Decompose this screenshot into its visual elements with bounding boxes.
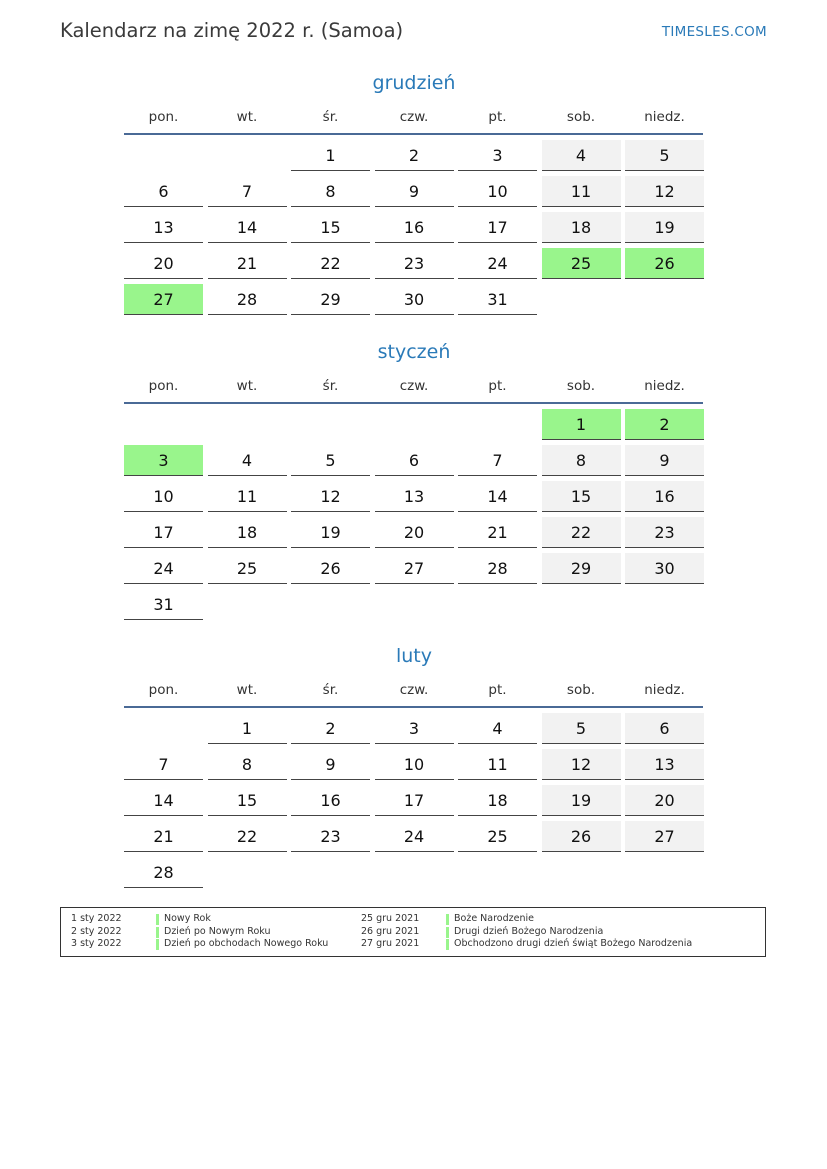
day-cell: 18 <box>542 212 621 243</box>
day-cell: 13 <box>375 481 454 512</box>
day-cell: 14 <box>458 481 537 512</box>
weekday-label: wt. <box>236 378 258 394</box>
day-cell: 29 <box>542 553 621 584</box>
day-cell: 27 <box>124 284 203 315</box>
day-cell: 15 <box>291 212 370 243</box>
empty-cell <box>625 589 704 620</box>
weekday-label: czw. <box>399 378 429 394</box>
month-3 <box>124 643 704 893</box>
day-cell: 17 <box>458 212 537 243</box>
day-cell: 15 <box>542 481 621 512</box>
day-cell: 7 <box>124 749 203 780</box>
week-row <box>124 785 704 817</box>
day-cell: 18 <box>208 517 287 548</box>
holiday-marker-icon <box>156 939 159 950</box>
legend-row <box>71 913 361 926</box>
empty-cell <box>458 857 537 888</box>
empty-cell <box>542 284 621 315</box>
holiday-marker-icon <box>446 914 449 925</box>
day-cell: 3 <box>458 140 537 171</box>
empty-cell <box>124 409 203 440</box>
day-cell: 24 <box>124 553 203 584</box>
weekday-label: sob. <box>566 109 596 125</box>
weekday-label: sob. <box>566 378 596 394</box>
empty-cell <box>124 713 203 744</box>
day-cell: 1 <box>542 409 621 440</box>
header-divider <box>124 133 703 135</box>
empty-cell <box>542 857 621 888</box>
legend-holiday-name: Nowy Rok <box>164 913 211 924</box>
week-row <box>124 481 704 513</box>
day-cell: 18 <box>458 785 537 816</box>
header-divider <box>124 402 703 404</box>
empty-cell <box>208 589 287 620</box>
brand-link[interactable]: TIMESLES.COM <box>661 24 767 40</box>
day-cell: 25 <box>542 248 621 279</box>
holiday-marker-icon <box>446 927 449 938</box>
weekday-label: pon. <box>148 109 179 125</box>
day-cell: 21 <box>124 821 203 852</box>
weekday-label: pt. <box>488 682 507 698</box>
day-cell: 12 <box>625 176 704 207</box>
legend-date: 3 sty 2022 <box>71 938 122 949</box>
weekday-header <box>124 104 704 130</box>
day-cell: 22 <box>291 248 370 279</box>
legend-date: 2 sty 2022 <box>71 925 122 937</box>
day-cell: 25 <box>208 553 287 584</box>
day-cell: 9 <box>291 749 370 780</box>
legend-column-right <box>361 913 761 951</box>
week-row <box>124 749 704 781</box>
day-cell: 6 <box>625 713 704 744</box>
day-cell: 17 <box>124 517 203 548</box>
day-cell: 19 <box>291 517 370 548</box>
legend-date: 25 gru 2021 <box>361 913 420 924</box>
day-cell: 6 <box>124 176 203 207</box>
legend-row <box>361 926 761 939</box>
empty-cell <box>625 284 704 315</box>
day-cell: 27 <box>625 821 704 852</box>
day-cell: 12 <box>542 749 621 780</box>
day-cell: 28 <box>208 284 287 315</box>
legend-holiday-name: Obchodzono drugi dzień świąt Bożego Narodzenia <box>454 938 693 949</box>
page-title: Kalendarz na zimę 2022 r. (Samoa) <box>60 19 404 42</box>
legend-holiday-name: Dzień po obchodach Nowego Roku <box>164 938 329 949</box>
week-row <box>124 176 704 208</box>
day-cell: 11 <box>208 481 287 512</box>
empty-cell <box>542 589 621 620</box>
empty-cell <box>375 857 454 888</box>
day-cell: 20 <box>375 517 454 548</box>
day-cell: 7 <box>458 445 537 476</box>
holiday-marker-icon <box>446 939 449 950</box>
empty-cell <box>625 857 704 888</box>
day-cell: 14 <box>124 785 203 816</box>
empty-cell <box>124 140 203 171</box>
day-cell: 14 <box>208 212 287 243</box>
holiday-marker-icon <box>156 914 159 925</box>
day-cell: 5 <box>542 713 621 744</box>
day-cell: 19 <box>542 785 621 816</box>
day-cell: 2 <box>291 713 370 744</box>
empty-cell <box>458 409 537 440</box>
day-cell: 31 <box>458 284 537 315</box>
day-cell: 21 <box>458 517 537 548</box>
week-row <box>124 553 704 585</box>
day-cell: 16 <box>291 785 370 816</box>
day-cell: 30 <box>625 553 704 584</box>
day-cell: 7 <box>208 176 287 207</box>
day-cell: 3 <box>124 445 203 476</box>
header-divider <box>124 706 703 708</box>
week-row <box>124 248 704 280</box>
day-cell: 8 <box>291 176 370 207</box>
day-cell: 13 <box>625 749 704 780</box>
legend-date: 27 gru 2021 <box>361 938 420 949</box>
day-cell: 19 <box>625 212 704 243</box>
weekday-label: niedz. <box>644 109 685 125</box>
day-cell: 4 <box>458 713 537 744</box>
day-cell: 24 <box>458 248 537 279</box>
day-cell: 20 <box>625 785 704 816</box>
week-row <box>124 713 704 745</box>
day-cell: 23 <box>291 821 370 852</box>
day-cell: 26 <box>542 821 621 852</box>
day-cell: 11 <box>542 176 621 207</box>
day-cell: 12 <box>291 481 370 512</box>
month-title: luty <box>395 645 432 667</box>
legend-holiday-name: Drugi dzień Bożego Narodzenia <box>454 925 604 937</box>
day-cell: 16 <box>625 481 704 512</box>
weekday-label: czw. <box>399 682 429 698</box>
day-cell: 20 <box>124 248 203 279</box>
day-cell: 25 <box>458 821 537 852</box>
day-cell: 3 <box>375 713 454 744</box>
day-cell: 28 <box>124 857 203 888</box>
day-cell: 31 <box>124 589 203 620</box>
day-cell: 27 <box>375 553 454 584</box>
day-cell: 10 <box>375 749 454 780</box>
day-cell: 6 <box>375 445 454 476</box>
empty-cell <box>291 589 370 620</box>
empty-cell <box>375 589 454 620</box>
weekday-header <box>124 373 704 399</box>
day-cell: 29 <box>291 284 370 315</box>
day-cell: 23 <box>625 517 704 548</box>
weekday-label: pt. <box>488 378 507 394</box>
legend-date: 1 sty 2022 <box>71 913 122 924</box>
day-cell: 22 <box>208 821 287 852</box>
day-cell: 28 <box>458 553 537 584</box>
week-row <box>124 857 704 889</box>
weekday-label: wt. <box>236 682 258 698</box>
month-title: grudzień <box>372 72 456 94</box>
day-cell: 30 <box>375 284 454 315</box>
day-cell: 17 <box>375 785 454 816</box>
empty-cell <box>208 140 287 171</box>
day-cell: 13 <box>124 212 203 243</box>
weekday-label: czw. <box>399 109 429 125</box>
legend-date: 26 gru 2021 <box>361 925 420 937</box>
week-row <box>124 821 704 853</box>
legend-row <box>361 938 761 951</box>
empty-cell <box>458 589 537 620</box>
empty-cell <box>375 409 454 440</box>
day-cell: 1 <box>208 713 287 744</box>
legend-row <box>361 913 761 926</box>
week-row <box>124 140 704 172</box>
weekday-label: śr. <box>322 109 339 125</box>
day-cell: 11 <box>458 749 537 780</box>
empty-cell <box>208 409 287 440</box>
day-cell: 16 <box>375 212 454 243</box>
day-cell: 1 <box>291 140 370 171</box>
day-cell: 24 <box>375 821 454 852</box>
day-cell: 9 <box>625 445 704 476</box>
empty-cell <box>208 857 287 888</box>
weekday-label: śr. <box>322 682 339 698</box>
day-cell: 2 <box>625 409 704 440</box>
day-cell: 8 <box>542 445 621 476</box>
day-cell: 4 <box>208 445 287 476</box>
weekday-label: pon. <box>148 378 179 394</box>
month-1 <box>124 70 704 320</box>
month-2 <box>124 339 704 625</box>
holiday-legend <box>60 907 766 957</box>
weekday-label: niedz. <box>644 378 685 394</box>
day-cell: 9 <box>375 176 454 207</box>
day-cell: 4 <box>542 140 621 171</box>
weekday-label: pon. <box>148 682 179 698</box>
holiday-marker-icon <box>156 927 159 938</box>
weekday-label: niedz. <box>644 682 685 698</box>
weekday-label: wt. <box>236 109 258 125</box>
weekday-label: pt. <box>488 109 507 125</box>
day-cell: 23 <box>375 248 454 279</box>
week-row <box>124 517 704 549</box>
day-cell: 10 <box>124 481 203 512</box>
day-cell: 26 <box>291 553 370 584</box>
month-title: styczeń <box>377 341 451 363</box>
day-cell: 8 <box>208 749 287 780</box>
day-cell: 22 <box>542 517 621 548</box>
legend-holiday-name: Boże Narodzenie <box>454 913 534 924</box>
day-cell: 26 <box>625 248 704 279</box>
day-cell: 21 <box>208 248 287 279</box>
empty-cell <box>291 409 370 440</box>
week-row <box>124 589 704 621</box>
legend-column-left <box>71 913 361 951</box>
day-cell: 5 <box>625 140 704 171</box>
day-cell: 5 <box>291 445 370 476</box>
day-cell: 10 <box>458 176 537 207</box>
weekday-header <box>124 677 704 703</box>
week-row <box>124 212 704 244</box>
day-cell: 2 <box>375 140 454 171</box>
weekday-label: sob. <box>566 682 596 698</box>
legend-holiday-name: Dzień po Nowym Roku <box>164 925 271 937</box>
day-cell: 15 <box>208 785 287 816</box>
week-row <box>124 284 704 316</box>
legend-row <box>71 938 361 951</box>
week-row <box>124 445 704 477</box>
weekday-label: śr. <box>322 378 339 394</box>
week-row <box>124 409 704 441</box>
empty-cell <box>291 857 370 888</box>
legend-row <box>71 926 361 939</box>
